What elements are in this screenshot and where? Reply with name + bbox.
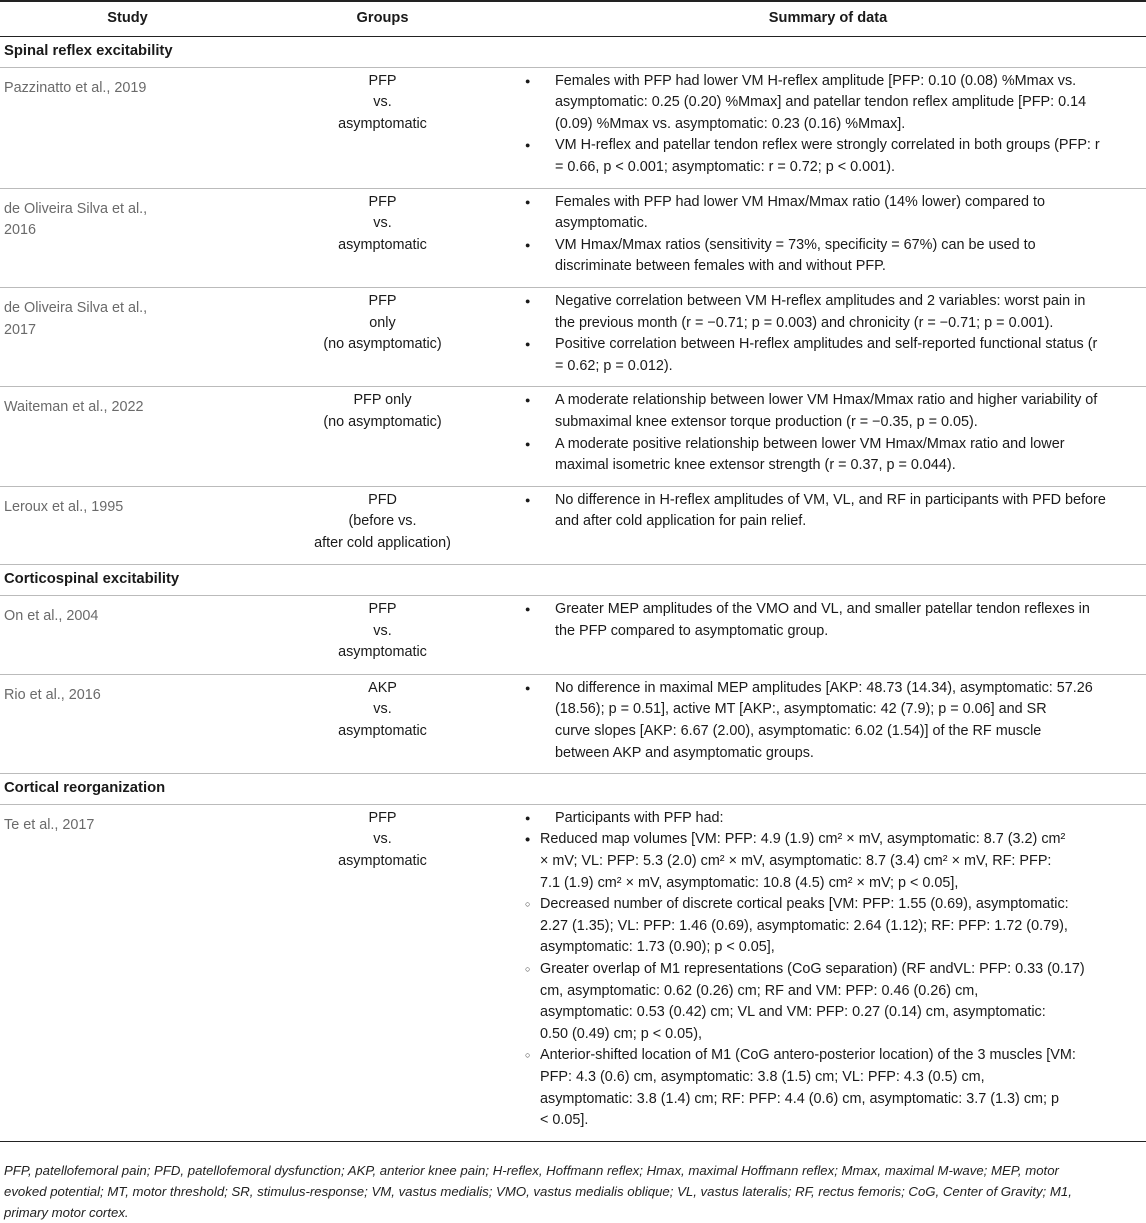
groups-text: vs.: [373, 94, 392, 111]
bullet-item: [525, 192, 1146, 235]
summary-cell: [510, 67, 1146, 188]
bullet-text: the PFP compared to asymptomatic group.: [555, 622, 829, 639]
bullet-text: ● Greater MEP amplitudes of the VMO and VL, and smaller patellar tendon reflexes in: [555, 601, 1090, 618]
groups-cell: [255, 67, 510, 188]
bullet-text: ● Participants with PFP had:: [555, 809, 724, 826]
study-text: 2017: [4, 321, 37, 338]
groups-text: PFP: [368, 72, 397, 89]
bullet-text: asymptomatic.: [555, 215, 648, 232]
sub-bullet-list: [525, 829, 1146, 1131]
bullet-text: maximal isometric knee extensor strength (r = 0.37, p = 0.044).: [555, 457, 956, 474]
study-text: de Oliveira Silva et al.,: [4, 200, 148, 217]
bullet-list: [510, 71, 1146, 179]
groups-text: asymptomatic: [338, 853, 427, 869]
table-row: [0, 596, 1146, 675]
groups-text: PFP only: [353, 392, 412, 409]
bullet-text: and after cold application for pain relief.: [555, 513, 807, 530]
groups-text: vs.: [373, 831, 392, 848]
bullet-text: ● No difference in H-reflex amplitudes of VM, VL, and RF in participants with PFD before: [555, 491, 1106, 508]
header-row: [0, 1, 1146, 37]
bullet-text: ● VM H-reflex and patellar tendon reflex were strongly correlated in both groups (PFP: r: [555, 137, 1100, 154]
sub-bullet-item: [525, 829, 1146, 894]
summary-cell: [510, 387, 1146, 486]
section-title: Corticospinal excitability: [0, 565, 1146, 596]
sub-bullet-text: PFP: 4.3 (0.6) cm, asymptomatic: 3.8 (1.5) cm; VL: PFP: 4.3 (0.5) cm,: [540, 1068, 985, 1085]
bullet-text: = 0.62; p = 0.012).: [555, 357, 673, 374]
sub-bullet-text: < 0.05].: [540, 1112, 589, 1129]
summary-cell: [510, 674, 1146, 773]
sub-bullet-list-wrapper: [510, 829, 1146, 1131]
bullet-item: [525, 135, 1146, 178]
study-text: Pazzinatto et al., 2019: [4, 79, 147, 96]
groups-text: AKP: [368, 679, 397, 696]
groups-text: after cold application): [314, 534, 451, 551]
groups-text: PFP: [368, 809, 397, 826]
groups-text: (before vs.: [348, 513, 417, 530]
header-study: Study: [0, 1, 255, 37]
study-text: On et al., 2004: [4, 608, 99, 625]
sub-bullet-text: asymptomatic: 0.53 (0.42) cm; VL and VM: PFP: 0.27 (0.14) cm, asymptomatic:: [540, 1004, 1046, 1021]
sub-bullet-text: 7.1 (1.9) cm² × mV, asymptomatic: 10.8 (4.5) cm² × mV; p < 0.05],: [540, 874, 959, 891]
section-title: Cortical reorganization: [0, 774, 1146, 805]
groups-cell: [255, 804, 510, 1141]
study-text: Rio et al., 2016: [4, 686, 101, 703]
bullet-list: [510, 390, 1146, 476]
table-row: [0, 674, 1146, 773]
groups-text: asymptomatic: [338, 723, 427, 740]
summary-cell: [510, 804, 1146, 1141]
groups-text: vs.: [373, 622, 392, 639]
summary-cell: [510, 596, 1146, 675]
groups-cell: [255, 596, 510, 675]
study-cell: [0, 596, 255, 675]
header-groups: Groups: [255, 1, 510, 37]
groups-text: PFD: [368, 491, 397, 508]
bullet-text: curve slopes [AKP: 6.67 (2.00), asymptomatic: 6.02 (1.54)] of the RF muscle: [555, 723, 1042, 740]
bullet-item: [525, 490, 1146, 533]
groups-text: vs.: [373, 701, 392, 718]
sub-bullet-item: [525, 894, 1146, 959]
study-cell: [0, 486, 255, 565]
table-row: [0, 287, 1146, 386]
summary-cell: [510, 287, 1146, 386]
bullet-item: [525, 390, 1146, 433]
header-summary: Summary of data: [510, 1, 1146, 37]
summary-cell: [510, 188, 1146, 287]
bullet-item: [525, 71, 1146, 136]
groups-text: PFP: [368, 193, 397, 210]
bullet-text: ● Females with PFP had lower VM H-reflex amplitude [PFP: 0.10 (0.08) %Mmax vs.: [555, 72, 1077, 89]
study-cell: [0, 387, 255, 486]
section-title: Spinal reflex excitability: [0, 37, 1146, 68]
bullet-item: [525, 334, 1146, 377]
bullet-text: between AKP and asymptomatic groups.: [555, 744, 814, 761]
study-cell: [0, 188, 255, 287]
bullet-item: [525, 235, 1146, 278]
sub-bullet-text: 0.50 (0.49) cm; p < 0.05),: [540, 1025, 702, 1042]
sub-bullet-text: 2.27 (1.35); VL: PFP: 1.46 (0.69), asymptomatic: 2.64 (1.12); RF: PFP: 1.72 (0.79),: [540, 917, 1068, 934]
bullet-list: [510, 599, 1146, 642]
groups-text: (no asymptomatic): [323, 413, 442, 430]
sub-bullet-text: ○ Greater overlap of M1 representations (CoG separation) (RF andVL: PFP: 0.33 (0.17): [540, 960, 1085, 977]
bullet-text: = 0.66, p < 0.001; asymptomatic: r = 0.72; p < 0.001).: [555, 158, 895, 175]
footnote-line: primary motor cortex.: [4, 1205, 129, 1221]
study-text: Leroux et al., 1995: [4, 498, 124, 515]
bullet-item: [525, 434, 1146, 477]
groups-text: asymptomatic: [338, 115, 427, 132]
groups-text: PFP: [368, 292, 397, 309]
groups-cell: [255, 188, 510, 287]
table-row: [0, 188, 1146, 287]
bullet-text: ● No difference in maximal MEP amplitudes [AKP: 48.73 (14.34), asymptomatic: 57.26: [555, 679, 1093, 696]
bullet-list: [510, 808, 1146, 830]
table-row: [0, 804, 1146, 1141]
study-text: de Oliveira Silva et al.,: [4, 299, 148, 316]
groups-text: (no asymptomatic): [323, 336, 442, 353]
groups-cell: [255, 674, 510, 773]
bullet-item: [525, 808, 1146, 830]
study-text: 2016: [4, 222, 37, 239]
study-cell: [0, 287, 255, 386]
bullet-list: [510, 291, 1146, 377]
bullet-text: ● A moderate positive relationship between lower VM Hmax/Mmax ratio and lower: [555, 435, 1065, 452]
sub-bullet-text: ○ Decreased number of discrete cortical peaks [VM: PFP: 1.55 (0.69), asymptomatic:: [540, 896, 1069, 913]
study-text: Te et al., 2017: [4, 816, 95, 833]
bullet-item: [525, 291, 1146, 334]
footnote-line: PFP, patellofemoral pain; PFD, patellofemoral dysfunction; AKP, anterior knee pain; H-reflex, Hoffmann reflex; Hmax, maximal Hoffmann reflex; Mmax, maximal M-wave; MEP, motor: [4, 1162, 1059, 1178]
bullet-text: ● VM Hmax/Mmax ratios (sensitivity = 73%, specificity = 67%) can be used to: [555, 236, 1036, 253]
bullet-text: ● Positive correlation between H-reflex amplitudes and self-reported functional status (r: [555, 336, 1098, 353]
groups-text: PFP: [368, 601, 397, 618]
bullet-text: ● A moderate relationship between lower VM Hmax/Mmax ratio and higher variability of: [555, 392, 1098, 409]
bullet-list: [510, 192, 1146, 278]
bullet-text: discriminate between females with and without PFP.: [555, 258, 886, 275]
bullet-list: [510, 490, 1146, 533]
bullet-text: ● Females with PFP had lower VM Hmax/Mmax ratio (14% lower) compared to: [555, 193, 1045, 210]
bullet-text: asymptomatic: 0.25 (0.20) %Mmax] and patellar tendon reflex amplitude [PFP: 0.14: [555, 94, 1087, 111]
bullet-text: submaximal knee extensor torque production (r = −0.35, p = 0.05).: [555, 413, 978, 430]
sub-bullet-group: [525, 829, 1146, 1131]
bullet-item: [525, 599, 1146, 642]
bullet-item: [525, 678, 1146, 764]
sub-bullet-item: [525, 959, 1146, 1045]
bullet-text: ● Negative correlation between VM H-reflex amplitudes and 2 variables: worst pain in: [555, 292, 1086, 309]
groups-cell: [255, 486, 510, 565]
groups-cell: [255, 287, 510, 386]
footnote-line: evoked potential; MT, motor threshold; SR, stimulus-response; VM, vastus medialis; VMO, vastus medialis oblique; VL, vastus lateralis; RF, rectus femoris; CoG, Center of Gravity; M1,: [4, 1183, 1072, 1199]
bullet-text: the previous month (r = −0.71; p = 0.003) and chronicity (r = −0.71; p = 0.001).: [555, 314, 1054, 331]
sub-bullet-text: cm, asymptomatic: 0.62 (0.26) cm; RF and VM: PFP: 0.46 (0.26) cm,: [540, 982, 979, 999]
sub-bullet-text: × mV; VL: PFP: 5.3 (2.0) cm² × mV, asymptomatic: 8.7 (3.4) cm² × mV, RF: PFP:: [540, 853, 1052, 869]
bullet-text: (18.56); p = 0.51], active MT [AKP:, asymptomatic: 42 (7.9); p = 0.06] and SR: [555, 701, 1047, 718]
sub-bullet-text: ○ Anterior-shifted location of M1 (CoG antero-posterior location) of the 3 muscles [VM:: [540, 1047, 1076, 1064]
sub-bullet-text: asymptomatic: 3.8 (1.4) cm; RF: PFP: 4.4 (0.6) cm, asymptomatic: 3.7 (1.3) cm; p: [540, 1090, 1060, 1107]
study-cell: [0, 674, 255, 773]
table-body: [0, 37, 1146, 1142]
groups-text: only: [369, 314, 396, 331]
table-row: [0, 387, 1146, 486]
groups-cell: [255, 387, 510, 486]
groups-text: asymptomatic: [338, 644, 427, 661]
section-row: [0, 565, 1146, 596]
groups-text: vs.: [373, 215, 392, 232]
section-row: [0, 774, 1146, 805]
groups-text: asymptomatic: [338, 236, 427, 253]
study-cell: [0, 804, 255, 1141]
bullet-list: [510, 678, 1146, 764]
section-row: [0, 37, 1146, 68]
sub-bullet-text: ○ ● Reduced map volumes [VM: PFP: 4.9 (1.9) cm² × mV, asymptomatic: 8.7 (3.2) cm²: [540, 831, 1066, 848]
bullet-text: (0.09) %Mmax vs. asymptomatic: 0.23 (0.16) %Mmax].: [555, 115, 906, 132]
study-cell: [0, 67, 255, 188]
table-footnote: [0, 1142, 1146, 1223]
table-row: [0, 486, 1146, 565]
table-row: [0, 67, 1146, 188]
sub-bullet-item: [525, 1045, 1146, 1131]
sub-bullet-text: asymptomatic: 1.73 (0.90); p < 0.05],: [540, 939, 775, 956]
study-text: Waiteman et al., 2022: [4, 399, 144, 416]
summary-cell: [510, 486, 1146, 565]
